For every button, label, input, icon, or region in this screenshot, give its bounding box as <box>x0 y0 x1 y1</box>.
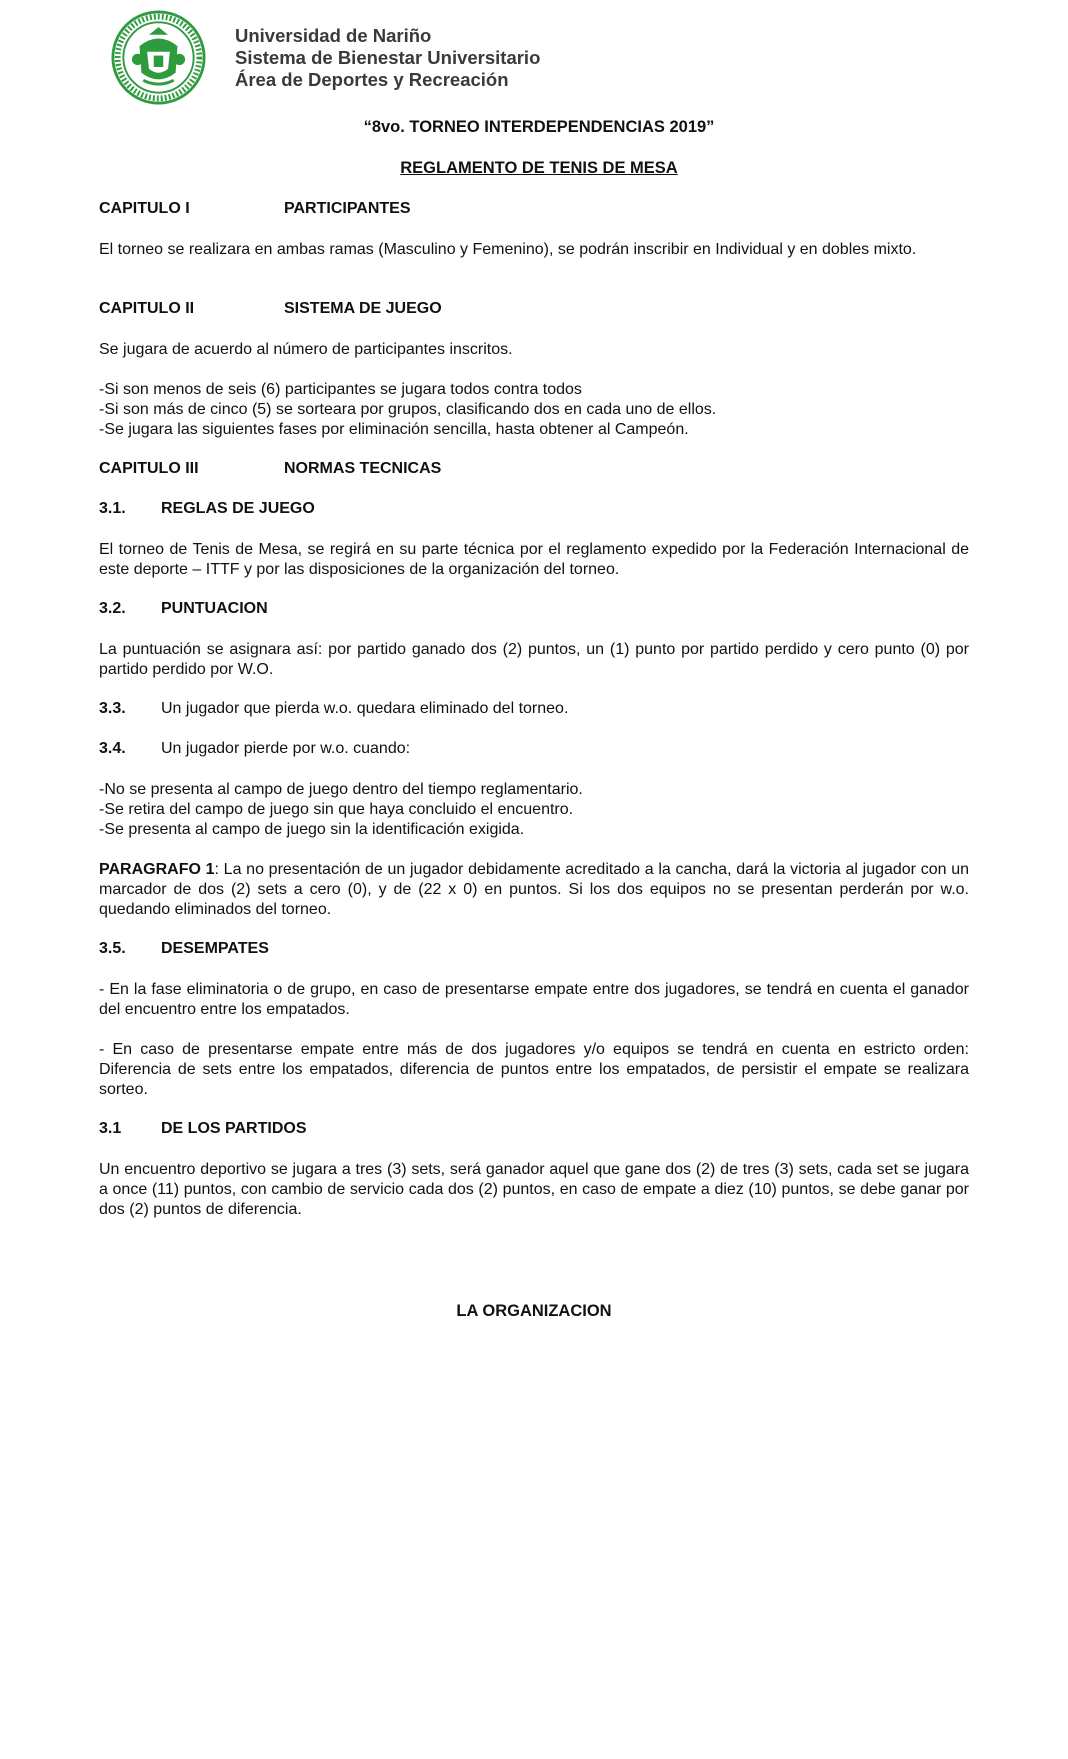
letterhead <box>111 10 811 105</box>
section-number: 3.3. <box>99 700 126 717</box>
paragrafo-label: PARAGRAFO 1 <box>99 861 215 878</box>
list-item: -No se presenta al campo de juego dentro del tiempo reglamentario. <box>99 781 583 798</box>
section-3-4-list <box>99 780 969 840</box>
chapter-title: SISTEMA DE JUEGO <box>284 300 442 317</box>
list-item: -Si son más de cinco (5) se sorteara por grupos, clasificando dos en cada uno de ellos. <box>99 401 717 418</box>
section-number: 3.5. <box>99 940 126 957</box>
section-title: DESEMPATES <box>161 940 269 957</box>
chapter-number: CAPITULO I <box>99 200 190 217</box>
list-item: -Si son menos de seis (6) participantes se jugara todos contra todos <box>99 381 582 398</box>
chapter-1-text: El torneo se realizara en ambas ramas (Masculino y Femenino), se podrán inscribir en Individual y en dobles mixto. <box>99 241 917 258</box>
section-text: Un jugador que pierda w.o. quedara eliminado del torneo. <box>161 700 569 717</box>
tournament-title-text: “8vo. TORNEO INTERDEPENDENCIAS 2019” <box>363 118 715 136</box>
section-title: DE LOS PARTIDOS <box>161 1120 307 1137</box>
university-seal-icon <box>111 10 206 105</box>
chapter-2-list <box>99 380 969 440</box>
list-item: -Se presenta al campo de juego sin la identificación exigida. <box>99 821 525 838</box>
list-item: -Se retira del campo de juego sin que haya concluido el encuentro. <box>99 801 574 818</box>
chapter-2-text: Se jugara de acuerdo al número de participantes inscritos. <box>99 341 513 358</box>
closing-signature <box>0 1302 1068 1321</box>
section-number: 3.4. <box>99 740 126 757</box>
section-3-1-text: El torneo de Tenis de Mesa, se regirá en su parte técnica por el reglamento expedido por la Federación Internacional de este deporte – ITTF y por las disposiciones de la organización del torneo. <box>99 541 969 578</box>
section-text: Un jugador pierde por w.o. cuando: <box>161 740 411 757</box>
tournament-title <box>5 118 1068 137</box>
chapter-title: PARTICIPANTES <box>284 200 411 217</box>
section-number: 3.1 <box>99 1120 122 1137</box>
chapter-number: CAPITULO II <box>99 300 195 317</box>
chapter-number: CAPITULO III <box>99 460 199 477</box>
institution-name <box>235 25 540 91</box>
section-number: 3.1. <box>99 500 126 517</box>
section-title: PUNTUACION <box>161 600 268 617</box>
paragrafo-1 <box>99 860 969 920</box>
section-partidos-text: Un encuentro deportivo se jugara a tres (3) sets, será ganador aquel que gane dos (2) de tres (3) sets, cada set se jugara a once (11) puntos, con cambio de servicio cada dos (2) puntos, en caso de empate a diez (10) puntos, se debe ganar por dos (2) puntos de diferencia. <box>99 1161 969 1218</box>
institution-line: Sistema de Bienestar Universitario <box>235 47 541 68</box>
institution-line: Área de Deportes y Recreación <box>235 69 509 90</box>
paragrafo-text: : La no presentación de un jugador debidamente acreditado a la cancha, dará la victoria al jugador con un marcador de dos (2) sets a cero (0), y de (22 x 0) en puntos. Si los dos equipos no se presentan perderán por w.o. quedando eliminados del torneo. <box>99 861 970 918</box>
closing-text: LA ORGANIZACION <box>456 1302 612 1320</box>
list-item: -Se jugara las siguientes fases por eliminación sencilla, hasta obtener al Campeón. <box>99 421 689 438</box>
regulation-title-text: REGLAMENTO DE TENIS DE MESA <box>400 159 678 177</box>
section-3-5-text-2: - En caso de presentarse empate entre más de dos jugadores y/o equipos se tendrá en cuenta en estricto orden: Diferencia de sets entre los empatados, diferencia de puntos entre los empatados, de persistir el empate se realizara sorteo. <box>99 1041 969 1098</box>
chapter-title: NORMAS TECNICAS <box>284 460 442 477</box>
section-3-5-text-1: - En la fase eliminatoria o de grupo, en caso de presentarse empate entre dos jugadores, se tendrá en cuenta el ganador del encuentro entre los empatados. <box>99 981 969 1018</box>
institution-line: Universidad de Nariño <box>235 25 432 46</box>
section-title: REGLAS DE JUEGO <box>161 500 315 517</box>
regulation-title <box>5 159 1068 178</box>
section-number: 3.2. <box>99 600 126 617</box>
section-3-2-text: La puntuación se asignara así: por partido ganado dos (2) puntos, un (1) punto por partido perdido y cero punto (0) por partido perdido por W.O. <box>99 641 969 678</box>
